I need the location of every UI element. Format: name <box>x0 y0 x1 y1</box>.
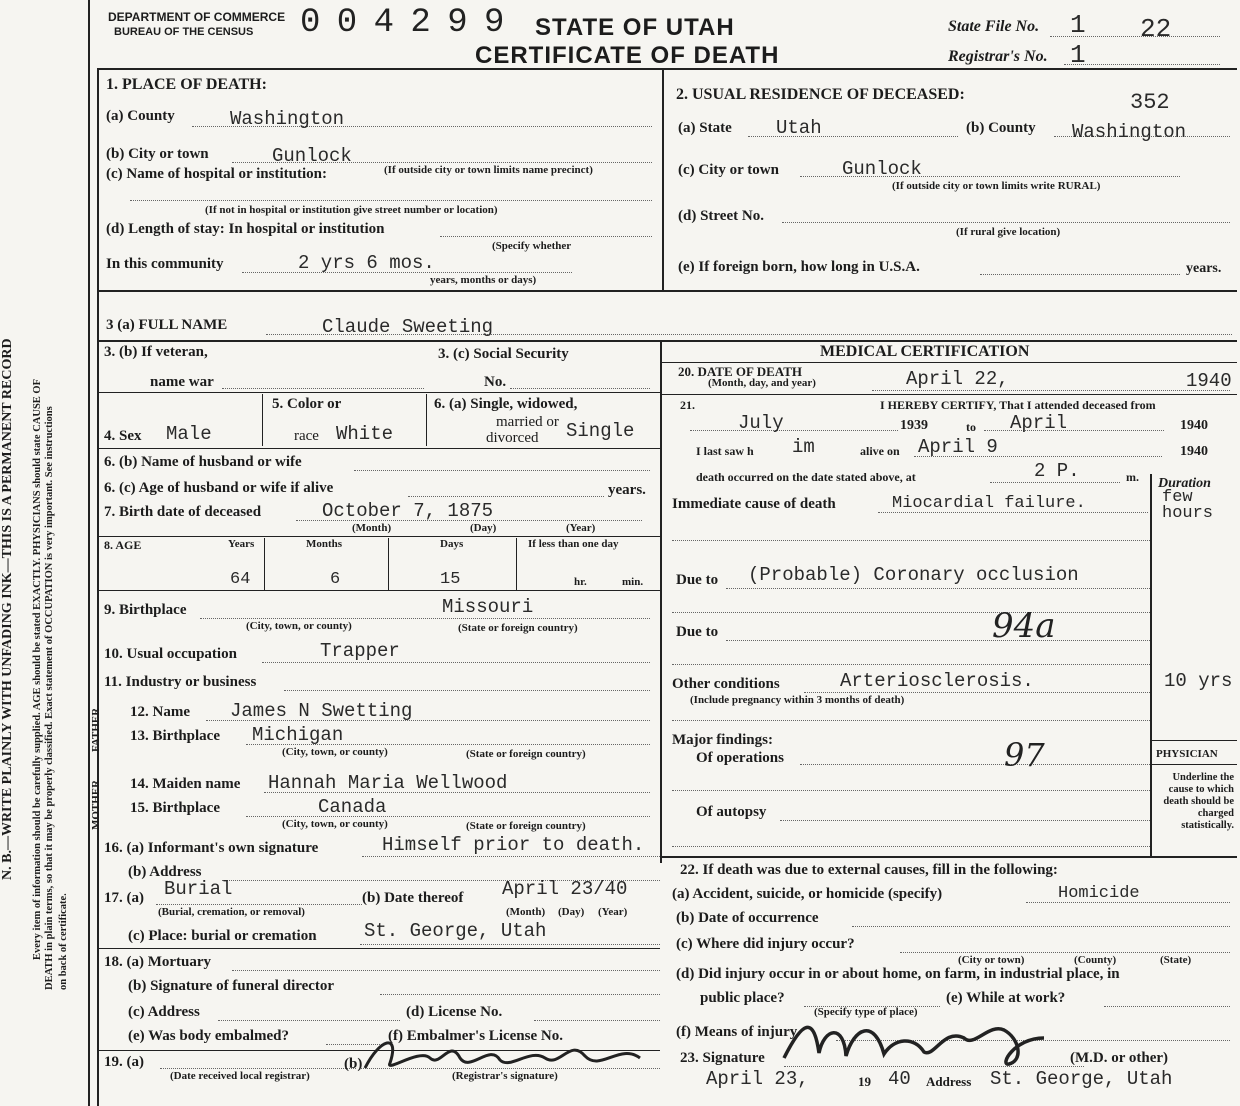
due-to-1: (Probable) Coronary occlusion <box>748 564 1079 586</box>
physician-label: PHYSICIAN <box>1156 748 1218 760</box>
other-conditions: Arteriosclerosis. <box>840 670 1034 692</box>
spouse-label: 6. (b) Name of husband or wife <box>104 454 302 470</box>
pod-community-label: In this community <box>106 256 224 272</box>
immediate-cause: Miocardial failure. <box>892 494 1086 513</box>
certificate-title: CERTIFICATE OF DEATH <box>475 42 780 69</box>
birth-month-label: (Month) <box>352 522 392 534</box>
accident-value: Homicide <box>1058 884 1140 903</box>
where-state-note: (State) <box>1160 954 1192 966</box>
attended-to-year: 1940 <box>1180 418 1208 433</box>
birth-day-label: (Day) <box>470 522 497 534</box>
certify-num: 21. <box>680 398 695 412</box>
res-county: Washington <box>1072 121 1187 143</box>
sex-label: 4. Sex <box>104 428 142 444</box>
date-of-death-label: 20. DATE OF DEATH <box>678 364 802 379</box>
registrar-b-label: (b) <box>344 1056 363 1072</box>
m-label: m. <box>1126 470 1139 484</box>
res-city-note: (If outside city or town limits write RURAL) <box>892 180 1101 192</box>
where-city-note: (City or town) <box>958 954 1025 966</box>
burial-month-label: (Month) <box>506 906 546 918</box>
underline-note: Underline the cause to which death should be charged statistically. <box>1163 772 1234 831</box>
duration-label: Duration <box>1158 476 1211 491</box>
burial-note: (Burial, cremation, or removal) <box>158 906 305 918</box>
mother-state-note: (State or foreign country) <box>466 820 586 832</box>
pod-specify-note: (Specify whether <box>492 240 572 252</box>
father-name-label: 12. Name <box>130 704 190 720</box>
burial-place-label: (c) Place: burial or cremation <box>128 928 317 944</box>
other-conditions-label: Other conditions <box>672 676 780 692</box>
occupation-label: 10. Usual occupation <box>104 646 237 662</box>
state-file-value: 1 <box>1070 10 1086 40</box>
res-foreign-label: (e) If foreign born, how long in U.S.A. <box>678 259 920 275</box>
spouse-years-label: years. <box>608 482 646 498</box>
occurrence-label: (b) Date of occurrence <box>676 910 819 926</box>
received-label: 19. (a) <box>104 1054 144 1070</box>
medical-heading: MEDICAL CERTIFICATION <box>820 343 1030 360</box>
received-note: (Date received local registrar) <box>170 1070 310 1082</box>
age-days-label: Days <box>440 538 464 550</box>
industry-label: 11. Industry or business <box>104 674 257 690</box>
attended-from-year: 1939 <box>900 418 928 433</box>
state-title: STATE OF UTAH <box>535 14 735 41</box>
age-hr-label: hr. <box>574 576 587 588</box>
operations-label: Of operations <box>696 750 784 766</box>
specify-place-note: (Specify type of place) <box>814 1006 918 1018</box>
mother-tag: MOTHER <box>90 779 102 830</box>
birth-date: October 7, 1875 <box>322 500 494 522</box>
due-to-label-1: Due to <box>676 572 719 588</box>
registrar-signature <box>360 1028 660 1078</box>
signature-year: 40 <box>888 1068 911 1090</box>
father-state-note: (State or foreign country) <box>466 748 586 760</box>
mother-birthplace: Canada <box>318 796 387 818</box>
other-note: (Include pregnancy within 3 months of death) <box>690 694 905 706</box>
cause-code: 94a <box>992 606 1056 646</box>
embalmer-label: (f) Embalmer's License No. <box>388 1028 563 1044</box>
embalmed-label: (e) Was body embalmed? <box>128 1028 289 1044</box>
name-war-label: name war <box>150 374 214 390</box>
race-label: race <box>294 428 319 444</box>
pod-county-label: (a) County <box>106 108 175 124</box>
home-label: (d) Did injury occur in or about home, on farm, in industrial place, in <box>676 966 1120 982</box>
social-security-label: 3. (c) Social Security <box>438 346 569 362</box>
margin-instructions-1: Every item of information should be carefully supplied. AGE should be stated EXACTLY. PHYSICIANS should state CAUSE OF <box>32 379 43 960</box>
res-street-label: (d) Street No. <box>678 208 764 224</box>
birthplace-label: 9. Birthplace <box>104 602 187 618</box>
state-file-label: State File No. <box>948 18 1040 35</box>
age-years: 64 <box>230 570 251 589</box>
pod-city-label: (b) City or town <box>106 146 209 162</box>
alive-on: April 9 <box>918 436 998 458</box>
age-days: 15 <box>440 570 461 589</box>
to-label: to <box>966 420 976 434</box>
date-of-death-year: 1940 <box>1186 370 1232 392</box>
ss-no-label: No. <box>484 374 507 390</box>
mother-birth-label: 15. Birthplace <box>130 800 220 816</box>
birthplace: Missouri <box>442 596 534 618</box>
res-city: Gunlock <box>842 158 922 180</box>
bp-state-note: (State or foreign country) <box>458 622 578 634</box>
date-of-death: April 22, <box>906 368 1009 390</box>
serial-number: 0 0 4 2 9 9 <box>300 4 503 42</box>
burial-date: April 23/40 <box>502 878 628 900</box>
mother-name: Hannah Maria Wellwood <box>268 772 508 794</box>
pod-hospital-note: (If outside city or town limits name precinct) <box>384 164 593 176</box>
physician-signature <box>774 1008 1074 1072</box>
age-years-label: Years <box>228 538 255 550</box>
res-years-label: years. <box>1186 261 1222 276</box>
res-county-label: (b) County <box>966 120 1036 136</box>
registrar-no-value: 1 <box>1070 40 1086 70</box>
pod-street-note: (If not in hospital or institution give street number or location) <box>205 204 498 216</box>
father-name: James N Swetting <box>230 700 413 722</box>
father-city-note: (City, town, or county) <box>282 746 388 758</box>
attended-to: April <box>1010 412 1068 434</box>
age-min-label: min. <box>622 576 644 588</box>
alive-on-label: alive on <box>860 444 900 458</box>
father-tag: FATHER <box>90 707 102 752</box>
accident-label: (a) Accident, suicide, or homicide (specify) <box>672 886 943 902</box>
occupation: Trapper <box>320 640 400 662</box>
last-saw-him: im <box>792 436 815 458</box>
residence-note-num: 352 <box>1130 90 1170 115</box>
color-label: 5. Color or <box>272 396 342 412</box>
sig-address: St. George, Utah <box>990 1068 1173 1090</box>
bureau-label: BUREAU OF THE CENSUS <box>114 26 254 38</box>
attended-from: July <box>738 412 784 434</box>
dept-label: DEPARTMENT OF COMMERCE <box>108 10 286 24</box>
burial-date-label: (b) Date thereof <box>362 890 464 906</box>
residence-heading: 2. USUAL RESIDENCE OF DECEASED: <box>676 86 965 103</box>
signature-19: 19 <box>858 1074 871 1089</box>
funeral-sig-label: (b) Signature of funeral director <box>128 978 335 994</box>
burial: Burial <box>164 878 233 900</box>
where-county-note: (County) <box>1074 954 1117 966</box>
date-of-death-note: (Month, day, and year) <box>708 377 816 389</box>
signature-date: April 23, <box>706 1068 809 1090</box>
burial-year-label: (Year) <box>598 906 628 918</box>
signature-label: 23. Signature <box>680 1050 765 1066</box>
certify-text: I HEREBY CERTIFY, That I attended deceased from <box>880 398 1156 412</box>
burial-num-label: 17. (a) <box>104 890 144 906</box>
age-less-label: If less than one day <box>528 538 619 550</box>
pod-county: Washington <box>230 108 345 130</box>
occurred-label: death occurred on the date stated above, at <box>696 470 916 484</box>
mortuary-address-label: (c) Address <box>128 1004 200 1020</box>
pod-community-value: 2 yrs 6 mos. <box>298 252 435 274</box>
father-birth-label: 13. Birthplace <box>130 728 220 744</box>
sig-address-label: Address <box>926 1074 972 1089</box>
veteran-label: 3. (b) If veteran, <box>104 344 208 360</box>
informant-label: 16. (a) Informant's own signature <box>104 840 319 856</box>
marital-label-2: married or <box>496 414 559 430</box>
work-label: (e) While at work? <box>946 990 1066 1006</box>
age-label: 8. AGE <box>104 538 142 552</box>
operations-code: 97 <box>1004 736 1045 774</box>
place-of-death-heading: 1. PLACE OF DEATH: <box>106 76 267 93</box>
burial-place: St. George, Utah <box>364 920 547 942</box>
full-name: Claude Sweeting <box>322 316 494 338</box>
sex-value: Male <box>166 423 212 445</box>
res-rural-note: (If rural give location) <box>956 226 1061 238</box>
informant: Himself prior to death. <box>382 834 645 856</box>
pod-city: Gunlock <box>272 145 352 167</box>
mother-name-label: 14. Maiden name <box>130 776 241 792</box>
res-state-label: (a) State <box>678 120 732 136</box>
pod-hospital-label: (c) Name of hospital or institution: <box>106 166 327 182</box>
marital-label-3: divorced <box>486 430 539 446</box>
age-months-label: Months <box>306 538 343 550</box>
death-time: 2 P. <box>1034 460 1080 482</box>
registrar-no-label: Registrar's No. <box>948 48 1048 65</box>
res-city-label: (c) City or town <box>678 162 779 178</box>
means-label: (f) Means of injury <box>676 1024 798 1040</box>
external-heading: 22. If death was due to external causes, fill in the following: <box>680 862 1058 878</box>
birth-date-label: 7. Birth date of deceased <box>104 504 262 520</box>
immediate-label: Immediate cause of death <box>672 496 836 512</box>
duration-2: 10 yrs <box>1164 670 1233 692</box>
pod-stay-label: (d) Length of stay: In hospital or institution <box>106 221 385 237</box>
marital-label-1: 6. (a) Single, widowed, <box>434 396 578 412</box>
public-label: public place? <box>700 990 785 1006</box>
mother-city-note: (City, town, or county) <box>282 818 388 830</box>
burial-day-label: (Day) <box>558 906 585 918</box>
marital-value: Single <box>566 420 635 442</box>
res-state: Utah <box>776 117 822 139</box>
registrar-sig-note: (Registrar's signature) <box>452 1070 558 1082</box>
father-birthplace: Michigan <box>252 724 344 746</box>
alive-year: 1940 <box>1180 444 1208 459</box>
race-value: White <box>336 423 394 445</box>
margin-permanent-record: N. B.—WRITE PLAINLY WITH UNFADING INK—THIS IS A PERMANENT RECORD <box>0 338 15 880</box>
state-file-value-2: 22 <box>1140 14 1172 44</box>
license-label: (d) License No. <box>406 1004 503 1020</box>
where-label: (c) Where did injury occur? <box>676 936 855 952</box>
mortuary-label: 18. (a) Mortuary <box>104 954 212 970</box>
full-name-label: 3 (a) FULL NAME <box>106 317 228 333</box>
birth-year-label: (Year) <box>566 522 596 534</box>
pod-ymd-note: years, months or days) <box>430 274 537 286</box>
duration-1: few hours <box>1162 488 1214 523</box>
bp-city-note: (City, town, or county) <box>246 620 352 632</box>
last-saw-label: I last saw h <box>696 444 754 458</box>
major-findings-label: Major findings: <box>672 732 773 748</box>
due-to-label-2: Due to <box>676 624 719 640</box>
spouse-age-label: 6. (c) Age of husband or wife if alive <box>104 480 334 496</box>
margin-instructions-2: DEATH in plain terms, so that it may be properly classified. Exact statement of OCCUPATION is very important. See instructions <box>44 406 55 990</box>
age-months: 6 <box>330 570 341 589</box>
informant-address-label: (b) Address <box>128 864 202 880</box>
autopsy-label: Of autopsy <box>696 804 767 820</box>
margin-instructions-3: on back of certificate. <box>58 893 69 990</box>
md-label: (M.D. or other) <box>1070 1050 1169 1066</box>
